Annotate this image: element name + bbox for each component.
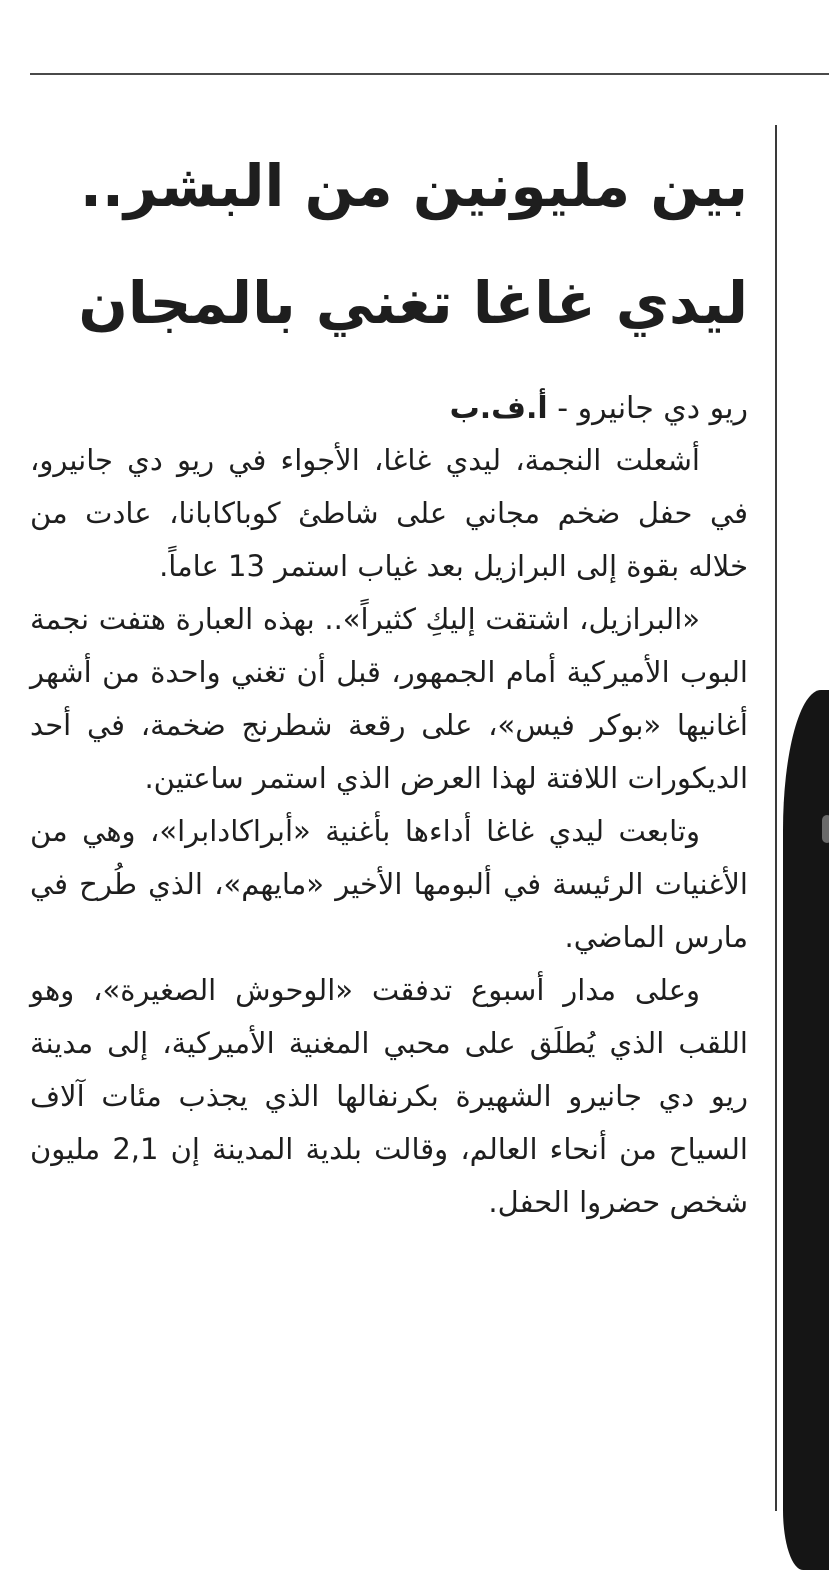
article-paragraph-3: وتابعت ليدي غاغا أداءها بأغنية «أبراكادابرا»، وهي من الأغنيات الرئيسة في ألبومها الأخير «مايهم»، الذي طُرح في مارس الماضي. [30,814,748,954]
adjacent-photo-highlight [822,815,829,843]
byline-separator: - [547,391,578,426]
article-paragraph-1: أشعلت النجمة، ليدي غاغا، الأجواء في ريو دي جانيرو، في حفل ضخم مجاني على شاطئ كوباكابانا، عادت من خلاله بقوة إلى البرازيل بعد غياب استمر 13 عاماً. [30,443,748,583]
article-headline: بين مليونين من البشر.. ليدي غاغا تغني بالمجان [78,152,748,337]
article-paragraph-2: «البرازيل، اشتقت إليكِ كثيراً».. بهذه العبارة هتفت نجمة البوب الأميركية أمام الجمهور، قبل أن تغني واحدة من أشهر أغانيها «بوكر فيس»، على رقعة شطرنج ضخمة، في أحد الديكورات اللافتة لهذا العرض الذي استمر ساعتين. [30,602,748,795]
top-divider [30,73,829,75]
byline-location: ريو دي جانيرو [577,391,748,426]
byline-agency: أ.ف.ب [449,391,548,426]
article-byline [30,384,748,434]
article-paragraph-4: وعلى مدار أسبوع تدفقت «الوحوش الصغيرة»، وهو اللقب الذي يُطلَق على محبي المغنية الأميركية، إلى مدينة ريو دي جانيرو الشهيرة بكرنفالها الذي يجذب مئات آلاف السياح من أنحاء العالم، وقالت بلدية المدينة إن 2,1 مليون شخص حضروا الحفل. [30,973,748,1219]
news-article [30,128,748,1229]
column-divider [775,125,777,1511]
